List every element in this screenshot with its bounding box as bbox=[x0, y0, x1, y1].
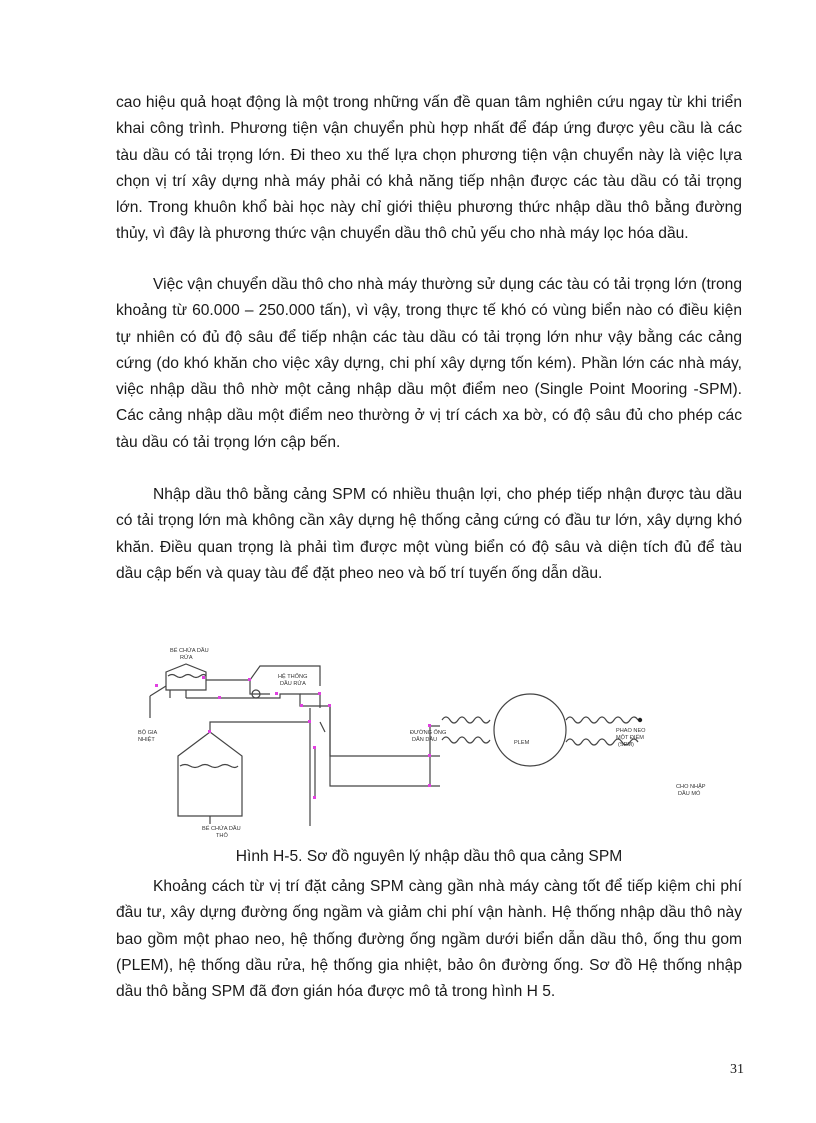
paragraph-transport: Việc vận chuyển dầu thô cho nhà máy thường sử dụng các tàu có tải trọng lớn (trong khoảng từ 60.000 – 250.000 tấn), vì vậy, trong thực tế khó có vùng biển nào có điều kiện tự nhiên có đủ độ sâu để tiếp nhận các tàu dầu có tải trọng lớn như vậy bằng các cảng cứng (do khó khăn cho việc xây dựng, chi phí xây dựng tốn kém). Phần lớn các nhà máy, việc nhập dầu thô nhờ một cảng nhập dầu một điểm neo (Single Point Mooring -SPM). Các cảng nhập dầu một điểm neo thường ở vị trí cách xa bờ, có độ sâu đủ cho phép các tàu dầu có tải trọng lớn cập bến. bbox=[116, 276, 742, 451]
crude-oil-tank bbox=[178, 732, 242, 816]
paragraph-intro: cao hiệu quả hoạt động là một trong những vấn đề quan tâm nghiên cứu ngay từ khi triển khai công trình. Phương tiện vận chuyển phù hợp nhất để đáp ứng được yêu cầu là các tàu dầu có tải trọng lớn. Đi theo xu thế lựa chọn phương tiện vận chuyển này là việc lựa chọn vị trí xây dựng nhà máy phải có khả năng tiếp nhận được các tàu dầu có tải trọng lớn. Trong khuôn khổ bài học này chỉ giới thiệu phương thức nhập dầu thô bằng đường thủy, vì đây là phương thức vận chuyển dầu thô chủ yếu cho nhà máy lọc hóa dầu. bbox=[116, 94, 742, 243]
label-wash-tank-2: RỬA bbox=[180, 655, 193, 661]
label-pipeline-2: DẪN DẦU bbox=[412, 737, 438, 743]
page-number: 31 bbox=[730, 1062, 744, 1077]
label-spm-1: PHAO NEO bbox=[616, 728, 646, 734]
wash-oil-tank bbox=[166, 664, 206, 698]
paragraph-spm-system: Khoảng cách từ vị trí đặt cảng SPM càng gần nhà máy càng tốt để tiếp kiệm chi phí đầu tư, xây dựng đường ống ngầm và giảm chi phí vận hành. Hệ thống nhập dầu thô này bao gồm một phao neo, hệ thống đường ống ngầm dưới biển dẫn dầu thô, ống thu gom (PLEM), hệ thống dầu rửa, hệ thống gia nhiệt, bảo ôn đường ống. Sơ đồ Hệ thống nhập dầu thô bằng SPM đã đơn gián hóa được mô tả trong hình H 5. bbox=[116, 878, 742, 1001]
label-pipeline-1: ĐƯỜNG ỐNG bbox=[410, 730, 447, 736]
label-crude-tank-1: BỂ CHỨA DẦU bbox=[202, 826, 241, 832]
label-wash-system-2: DẦU RỬA bbox=[280, 681, 306, 687]
label-spm-3: (SPM) bbox=[618, 742, 634, 748]
label-ship-1: CHO NHẬP bbox=[676, 784, 706, 790]
label-heater-2: NHIỆT bbox=[138, 737, 155, 743]
label-wash-system-1: HỆ THỐNG bbox=[278, 674, 308, 680]
label-spm-2: MỘT ĐIỂM bbox=[616, 735, 644, 741]
label-ship-2: DẦU MỎ bbox=[678, 791, 701, 797]
label-wash-tank-1: BỂ CHỨA DẦU bbox=[170, 648, 209, 654]
spm-diagram bbox=[130, 636, 730, 848]
label-heater-1: BỘ GIA bbox=[138, 730, 158, 736]
label-crude-tank-2: THÔ bbox=[216, 833, 228, 839]
figure-caption: Hình H-5. Sơ đồ nguyên lý nhập dầu thô qua cảng SPM bbox=[235, 848, 623, 865]
label-plem: PLEM bbox=[514, 740, 530, 746]
paragraph-spm-advantages: Nhập dầu thô bằng cảng SPM có nhiều thuận lợi, cho phép tiếp nhận được tàu dầu có tải trọng lớn mà không cần xây dựng hệ thống cảng cứng có đầu tư lớn, xây dựng khó khăn. Điều quan trọng là phải tìm được một vùng biển có độ sâu và diện tích đủ để tàu dầu cập bến và quay tàu để đặt pheo neo và bố trí tuyến ống dẫn dầu. bbox=[116, 486, 742, 582]
